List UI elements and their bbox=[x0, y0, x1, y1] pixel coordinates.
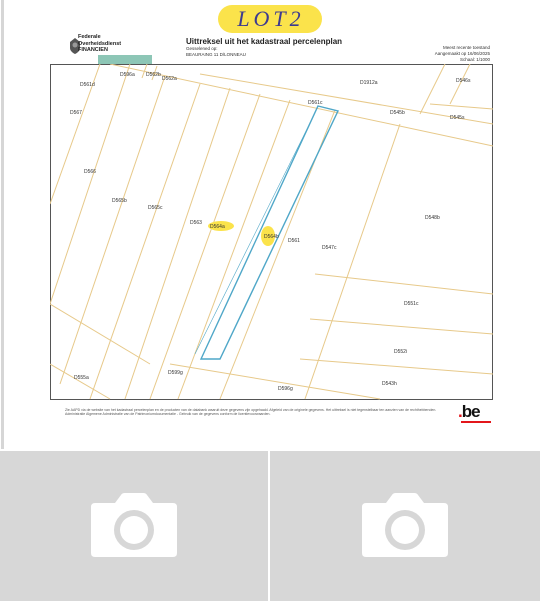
be-logo-dot: . bbox=[458, 402, 462, 421]
parcel-label: D543h bbox=[382, 381, 397, 387]
parcel-label: D567 bbox=[70, 110, 82, 116]
parcel-label: D562b bbox=[146, 72, 161, 78]
parcel-label: D563 bbox=[190, 220, 202, 226]
parcel-label: D564b bbox=[264, 234, 279, 240]
parcel-label: D596a bbox=[120, 72, 135, 78]
scan-edge bbox=[1, 0, 4, 449]
meta-status: Meest recente toestand bbox=[442, 45, 490, 50]
be-logo-underline bbox=[461, 421, 491, 423]
camera-icon bbox=[356, 493, 454, 559]
parcel-label: D562a bbox=[162, 76, 177, 82]
parcel-label: D546s bbox=[456, 78, 471, 84]
photo-placeholder[interactable] bbox=[0, 451, 268, 601]
parcel-label: D565b bbox=[112, 198, 127, 204]
handwritten-lot-label: LOT2 bbox=[237, 6, 305, 31]
parcel-label: D561c bbox=[308, 100, 323, 106]
parcel-label: D561d bbox=[80, 82, 95, 88]
parcel-label: D561 bbox=[288, 238, 300, 244]
document-meta bbox=[410, 45, 490, 63]
meta-created: Aangemaakt op 16/06/2025 bbox=[434, 51, 490, 56]
meta-scale: Schaal: 1/1000 bbox=[459, 57, 490, 62]
org-banner bbox=[98, 55, 152, 64]
parcel-label: D552i bbox=[394, 349, 408, 355]
be-logo bbox=[458, 402, 480, 422]
parcel-label: D551c bbox=[404, 301, 419, 307]
disclaimer-text: Zie AAPD via de website van het kadastraal percelenplan en de producten van de databank waaruit deze gegevens zijn opgehaald. Afgeleid van de originele gegevens. Het uittreksel is niet tegenstelbaar ten aanzien van de rechthebbenden. Administratie Algemene Administratie van de Patrimoniumdocumentatie - Gebruik van de gegevens conform de licentievoorwaarden. bbox=[65, 408, 437, 417]
parcel-label: D596g bbox=[278, 386, 293, 392]
org-line-2: Overheidsdienst bbox=[78, 40, 122, 47]
parcel-label: D565c bbox=[148, 205, 163, 211]
parcel-label: D1912a bbox=[360, 80, 378, 86]
parcel-label: D564a bbox=[210, 224, 225, 230]
parcel-label: D555a bbox=[74, 375, 89, 381]
municipality-label: Gesselened op: bbox=[186, 46, 218, 51]
parcel-label: D545b bbox=[390, 110, 405, 116]
photo-placeholder[interactable] bbox=[270, 451, 540, 601]
photo-gallery bbox=[0, 451, 540, 601]
parcel-label: D548b bbox=[425, 215, 440, 221]
document-title: Uittreksel uit het kadastraal percelenplan bbox=[186, 37, 343, 46]
org-line-1: Federale bbox=[78, 34, 101, 40]
camera-icon bbox=[85, 493, 183, 559]
parcel-label: D545s bbox=[450, 115, 465, 121]
parcel-label: D599g bbox=[168, 370, 183, 376]
parcel-label: D566 bbox=[84, 169, 96, 175]
parcel-label: D547c bbox=[322, 245, 337, 251]
be-logo-text: be bbox=[461, 402, 480, 421]
organization-name bbox=[78, 34, 158, 54]
org-line-3: FINANCIEN bbox=[78, 47, 108, 53]
cadastral-map bbox=[50, 64, 493, 400]
municipality-value: BEAURAING 11 D/LONNEAU bbox=[186, 52, 246, 57]
